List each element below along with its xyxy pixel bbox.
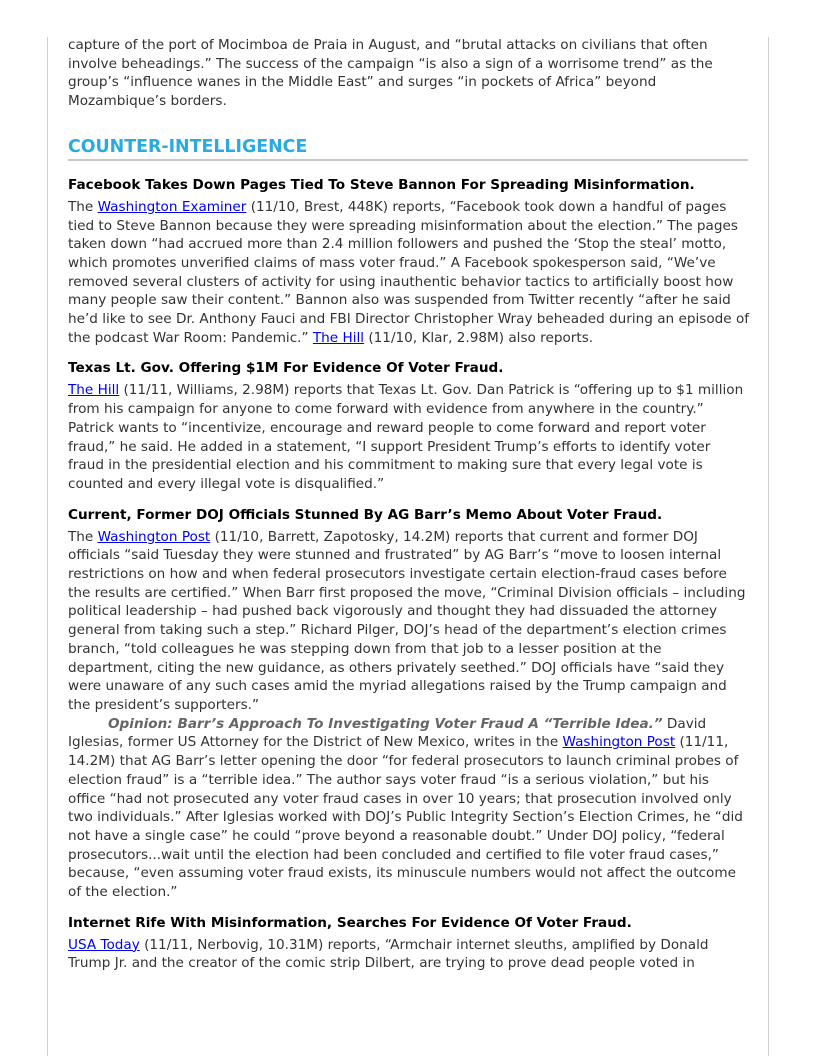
article-doj-officials [68,506,750,902]
article-texas-lt-gov [68,359,750,493]
article-headline: Current, Former DOJ Officials Stunned By AG Barr’s Memo About Voter Fraud. [68,506,663,523]
section-heading: COUNTER-INTELLIGENCE [68,136,748,161]
article-headline: Internet Rife With Misinformation, Searches For Evidence Of Voter Fraud. [68,914,632,931]
washington-examiner-link[interactable]: Washington Examiner [97,198,247,215]
document-body [68,36,750,973]
article-body: The Washington Examiner (11/10, Brest, 448K) reports, “Facebook took down a handful of pages tied to Steve Bannon because they were spreading misinformation about the election.” The pages taken down “had accrued more than 2.4 million followers and pushed the ‘Stop the steal’ motto, which promotes unverified claims of mass voter fraud.” A Facebook spokesperson said, “We’ve removed several clusters of activity for using inauthentic behavior tactics to artificially boost how many people saw their content.” Bannon also was suspended from Twitter recently “after he said he’d like to see Dr. Anthony Fauci and FBI Director Christopher Wray beheaded during an episode of the podcast War Room: Pandemic.” The Hill (11/10, Klar, 2.98M) also reports. [68,198,750,346]
article-headline: Texas Lt. Gov. Offering $1M For Evidence Of Voter Fraud. [68,360,504,377]
the-hill-link[interactable]: The Hill [312,329,365,346]
opinion-paragraph: Opinion: Barr’s Approach To Investigating Voter Fraud A “Terrible Idea.” David Iglesias, former US Attorney for the District of New Mexico, writes in the Washington Post (11/11, 14.2M) that AG Barr’s letter opening the door “for federal prosecutors to launch criminal probes of election fraud” is a “terrible idea.” The author says voter fraud “is a serious violation,” but his office “had not prosecuted any voter fraud cases in over 10 years; that prosecution involved only two individuals.” After Iglesias worked with DOJ’s Public Integrity Section’s Election Crimes, he “did not have a single case” he could “prove beyond a reasonable doubt.” Under DOJ policy, “federal prosecutors...wait until the election had been concluded and certified to file voter fraud cases,” because, “even assuming voter fraud exists, its minuscule numbers would not affect the outcome of the election.” [68,715,743,901]
article-body: The Washington Post (11/10, Barrett, Zapotosky, 14.2M) reports that current and former DOJ officials “said Tuesday they were stunned and frustrated” by AG Barr’s “move to loosen internal restrictions on how and when federal prosecutors investigate certain election-fraud cases before the results are certified.” When Barr first proposed the move, “Criminal Division officials – including political leadership – had pushed back vigorously and thought they had dissuaded the attorney general from taking such a step.” Richard Pilger, DOJ’s head of the department’s election crimes branch, “told colleagues he was stepping down from that job to a lesser position at the department, citing the new guidance, as others privately seethed.” DOJ officials have “said they were unaware of any such cases amid the myriad allegations raised by the Trump campaign and the president’s supporters.” [68,528,746,713]
usa-today-link[interactable]: USA Today [68,936,140,953]
article-body: USA Today (11/11, Nerbovig, 10.31M) reports, “Armchair internet sleuths, amplified by Donald Trump Jr. and the creator of the comic strip Dilbert, are trying to prove dead people voted in [68,936,709,972]
washington-post-link[interactable]: Washington Post [562,734,676,751]
article-headline: Facebook Takes Down Pages Tied To Steve Bannon For Spreading Misinformation. [68,176,695,193]
article-facebook-bannon [68,176,750,348]
intro-paragraph: capture of the port of Mocimboa de Praia in August, and “brutal attacks on civilians that often involve beheadings.” The success of the campaign “is also a sign of a worrisome trend” as the group’s “influence wanes in the Middle East” and surges “in pockets of Africa” beyond Mozambique’s borders. [68,37,713,110]
left-margin-rule [47,37,48,1056]
article-body: The Hill (11/11, Williams, 2.98M) reports that Texas Lt. Gov. Dan Patrick is “offering up to $1 million from his campaign for anyone to come forward with evidence from anywhere in the country.” Patrick wants to “incentivize, encourage and reward people to come forward and report voter fraud,” he said. He added in a statement, “I support President Trump’s efforts to identify voter fraud in the presidential election and his commitment to making sure that every legal vote is counted and every illegal vote is disqualified.” [68,382,744,492]
article-internet-misinformation [68,914,750,973]
right-margin-rule [768,37,769,1056]
opinion-title: Opinion: Barr’s Approach To Investigating Voter Fraud A “Terrible Idea.” [108,715,663,732]
washington-post-link[interactable]: Washington Post [97,528,211,545]
the-hill-link[interactable]: The Hill [68,382,120,399]
